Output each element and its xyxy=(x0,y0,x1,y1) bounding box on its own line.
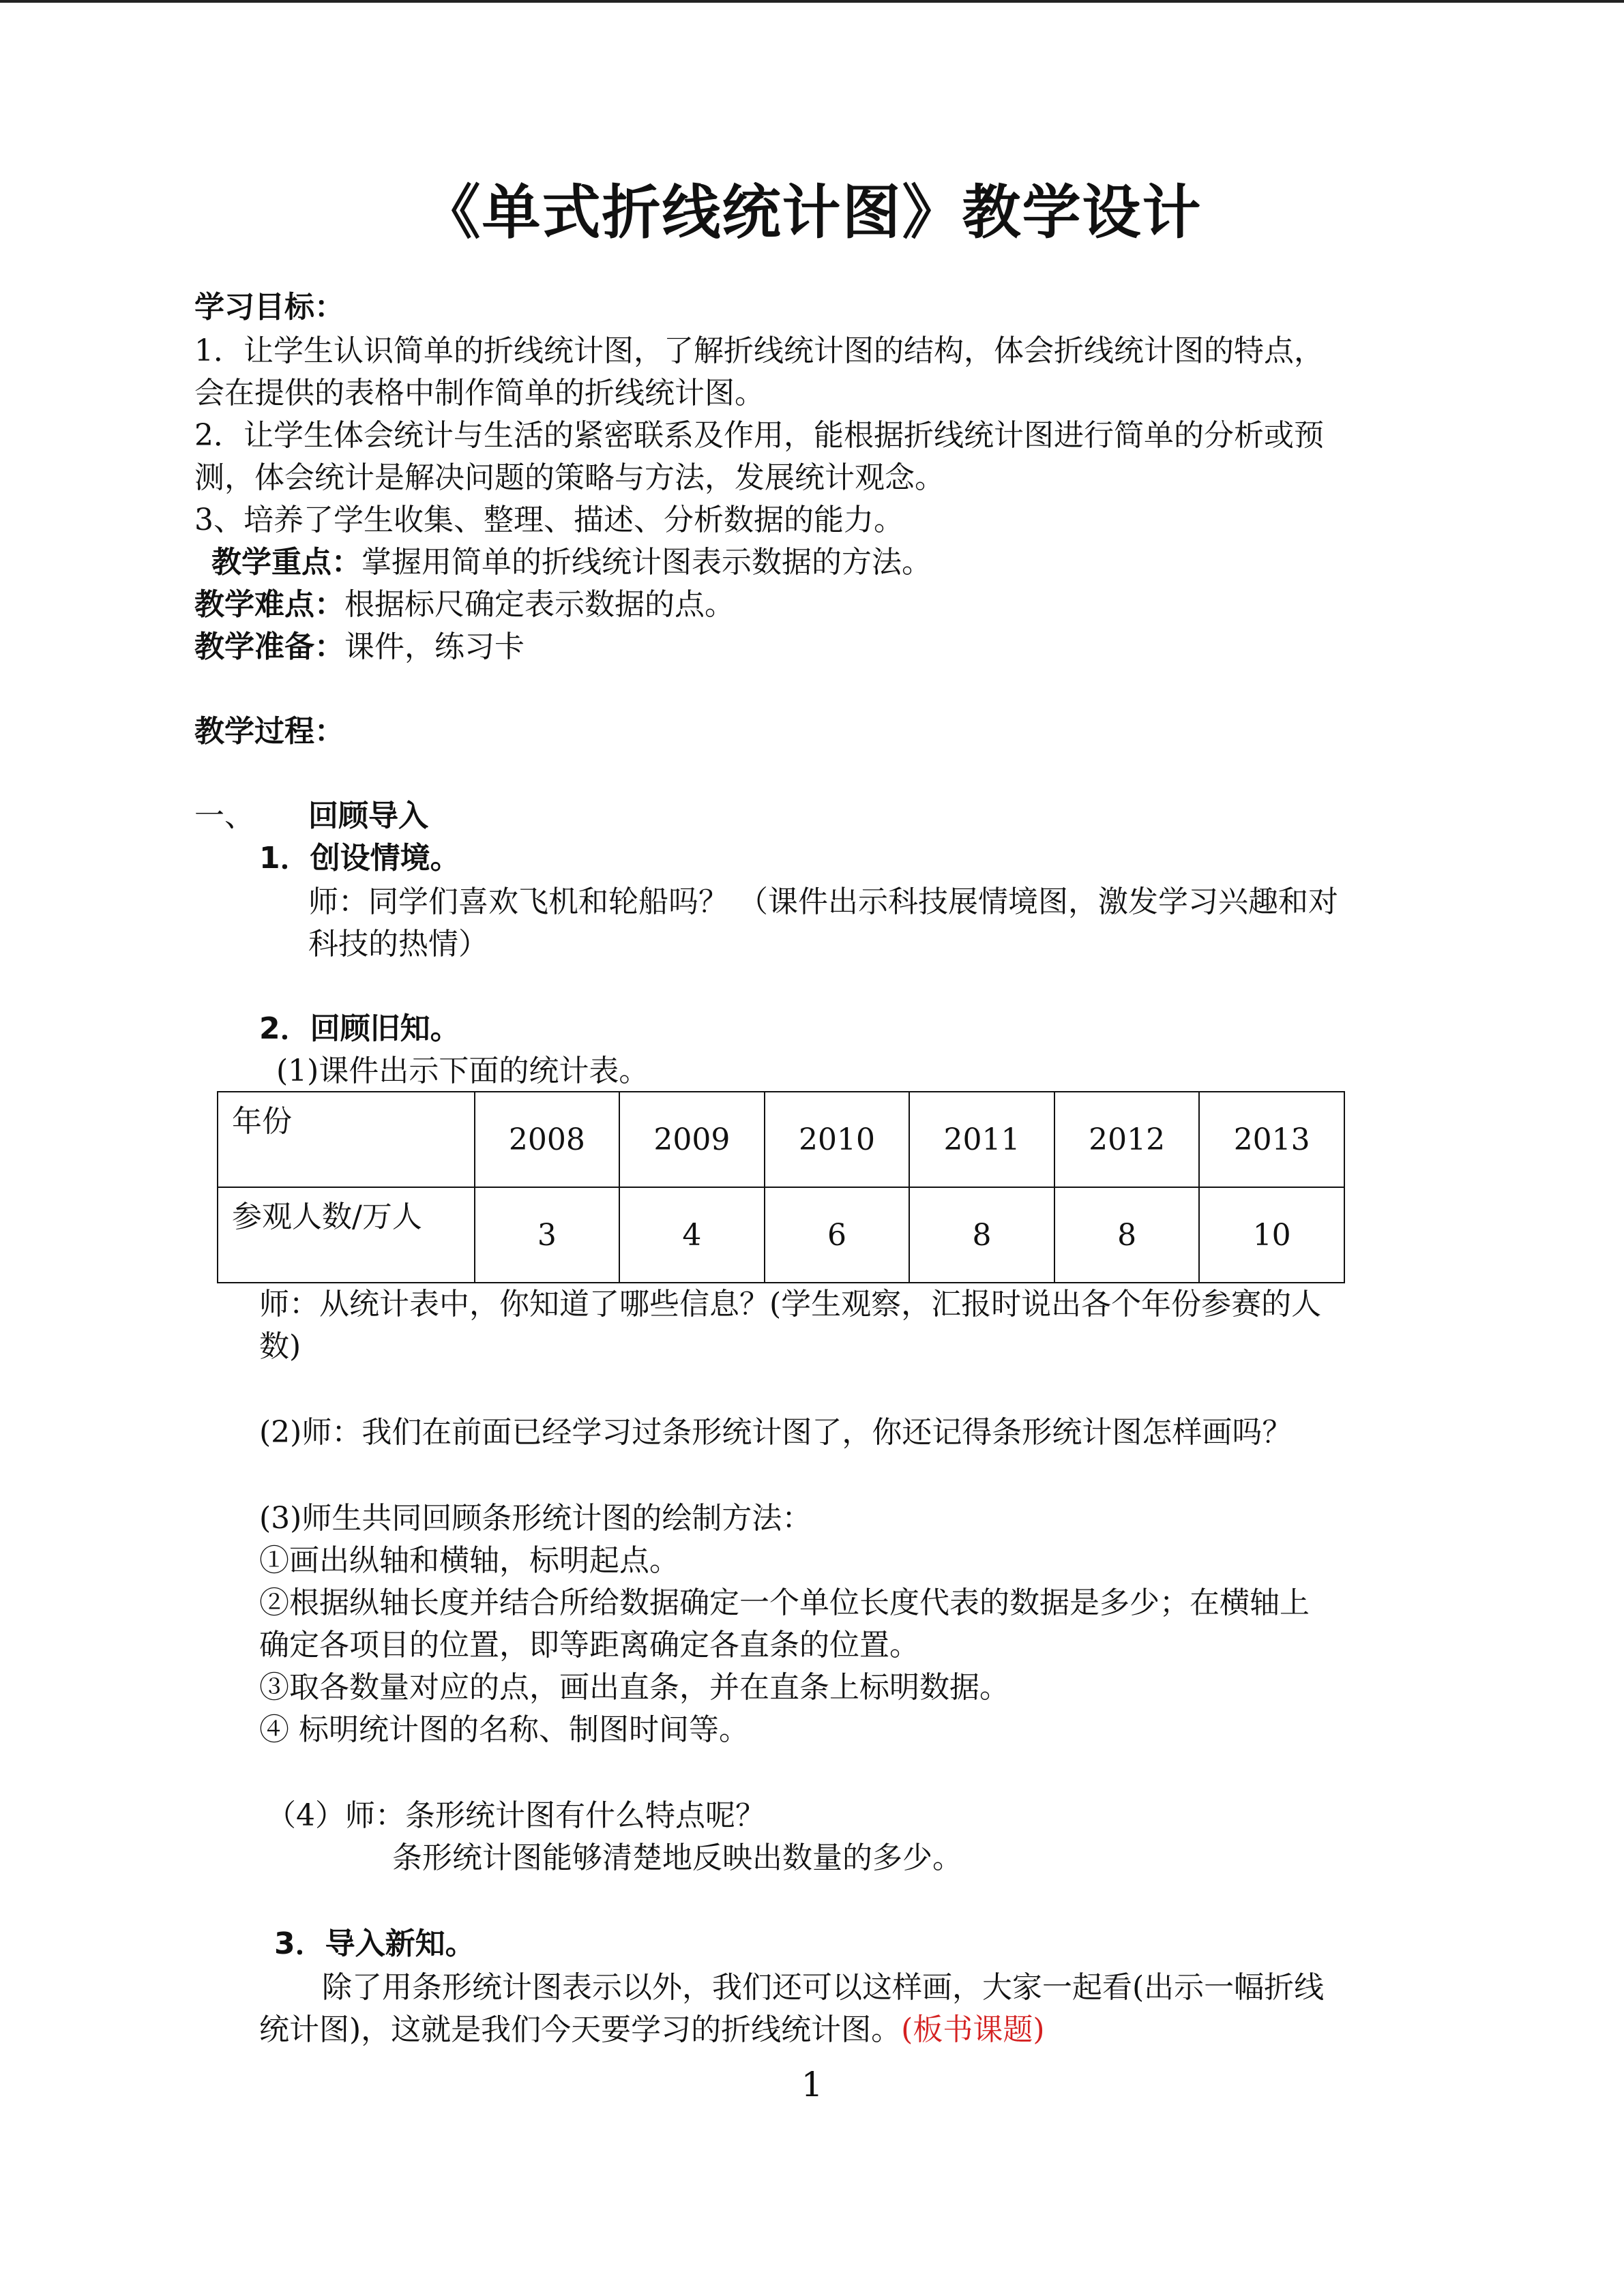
year-header: 年份 xyxy=(218,1092,475,1187)
paragraph-line: (1)课件出示下面的统计表。 xyxy=(276,1054,649,1088)
step-line: ④ 标明统计图的名称、制图时间等。 xyxy=(259,1712,749,1747)
page-number: 1 xyxy=(801,2065,823,2104)
difficulty xyxy=(194,584,735,626)
paragraph-line: 师：从统计表中，你知道了哪些信息？(学生观察，汇报时说出各个年份参赛的人 xyxy=(259,1287,1322,1322)
table-row xyxy=(218,1092,1344,1187)
preparation xyxy=(194,626,525,668)
step-line: ②根据纵轴长度并结合所给数据确定一个单位长度代表的数据是多少；在横轴上 xyxy=(259,1585,1310,1620)
difficulty-label: 教学难点： xyxy=(194,587,344,622)
year-cell: 2008 xyxy=(475,1092,620,1187)
step-line: ③取各数量对应的点，画出直条，并在直条上标明数据。 xyxy=(259,1670,1009,1705)
section-heading xyxy=(194,795,254,837)
board-note: (板书课题) xyxy=(901,2012,1045,2047)
paragraph-line: 师：同学们喜欢飞机和轮船吗？ （课件出示科技展情境图，激发学习兴趣和对 xyxy=(308,884,1338,919)
count-header: 参观人数/万人 xyxy=(218,1187,475,1283)
objective-line: 2．让学生体会统计与生活的紧密联系及作用，能根据折线统计图进行简单的分析或预 xyxy=(194,418,1324,453)
year-cell: 2009 xyxy=(619,1092,765,1187)
paragraph-line: 数) xyxy=(259,1329,301,1364)
question-3-heading: (3)师生共同回顾条形统计图的绘制方法： xyxy=(259,1501,812,1536)
year-cell: 2011 xyxy=(909,1092,1054,1187)
objective-line: 会在提供的表格中制作简单的折线统计图。 xyxy=(194,376,765,411)
objectives-heading: 学习目标： xyxy=(194,290,344,325)
count-cell: 8 xyxy=(909,1187,1054,1283)
count-cell: 3 xyxy=(475,1187,620,1283)
objective-line: 3、培养了学生收集、整理、描述、分析数据的能力。 xyxy=(194,503,904,537)
count-cell: 10 xyxy=(1199,1187,1344,1283)
document-title: 《单式折线统计图》教学设计 xyxy=(422,179,1202,247)
preparation-label: 教学准备： xyxy=(194,629,344,664)
question-4: （4）师：条形统计图有什么特点呢？ xyxy=(266,1798,765,1833)
table-row xyxy=(218,1187,1344,1283)
key-point-text: 掌握用简单的折线统计图表示数据的方法。 xyxy=(361,545,932,580)
year-cell: 2012 xyxy=(1054,1092,1200,1187)
paragraph-text: 统计图)，这就是我们今天要学习的折线统计图。 xyxy=(259,2012,902,2047)
subsection-heading: 1．创设情境。 xyxy=(259,841,460,876)
paragraph-line: 除了用条形统计图表示以外，我们还可以这样画，大家一起看(出示一幅折线 xyxy=(322,1970,1325,2005)
count-cell: 6 xyxy=(765,1187,910,1283)
year-cell: 2013 xyxy=(1199,1092,1344,1187)
step-line: ①画出纵轴和横轴，标明起点。 xyxy=(259,1543,679,1578)
key-point xyxy=(211,541,932,584)
key-point-label: 教学重点： xyxy=(211,545,361,580)
process-heading: 教学过程： xyxy=(194,714,344,749)
count-cell: 4 xyxy=(619,1187,765,1283)
year-cell: 2010 xyxy=(765,1092,910,1187)
section-number: 一、 xyxy=(194,799,254,833)
difficulty-text: 根据标尺确定表示数据的点。 xyxy=(344,587,735,622)
objective-line: 测，体会统计是解决问题的策略与方法，发展统计观念。 xyxy=(194,460,945,495)
question-2: (2)师：我们在前面已经学习过条形统计图了，你还记得条形统计图怎样画吗？ xyxy=(259,1415,1293,1450)
count-cell: 8 xyxy=(1054,1187,1200,1283)
question-4-answer: 条形统计图能够清楚地反映出数量的多少。 xyxy=(392,1840,962,1875)
paragraph-line xyxy=(259,2009,1045,2051)
paragraph-line: 科技的热情） xyxy=(308,927,488,961)
objective-line: 1．让学生认识简单的折线统计图，了解折线统计图的结构，体会折线统计图的特点， xyxy=(194,333,1324,368)
subsection-heading: 2．回顾旧知。 xyxy=(259,1011,460,1046)
preparation-text: 课件，练习卡 xyxy=(344,629,525,664)
statistics-table xyxy=(217,1091,1345,1283)
subsection-heading: 3．导入新知。 xyxy=(274,1926,475,1961)
step-line: 确定各项目的位置，即等距离确定各直条的位置。 xyxy=(259,1628,919,1663)
section-title: 回顾导入 xyxy=(308,799,428,833)
